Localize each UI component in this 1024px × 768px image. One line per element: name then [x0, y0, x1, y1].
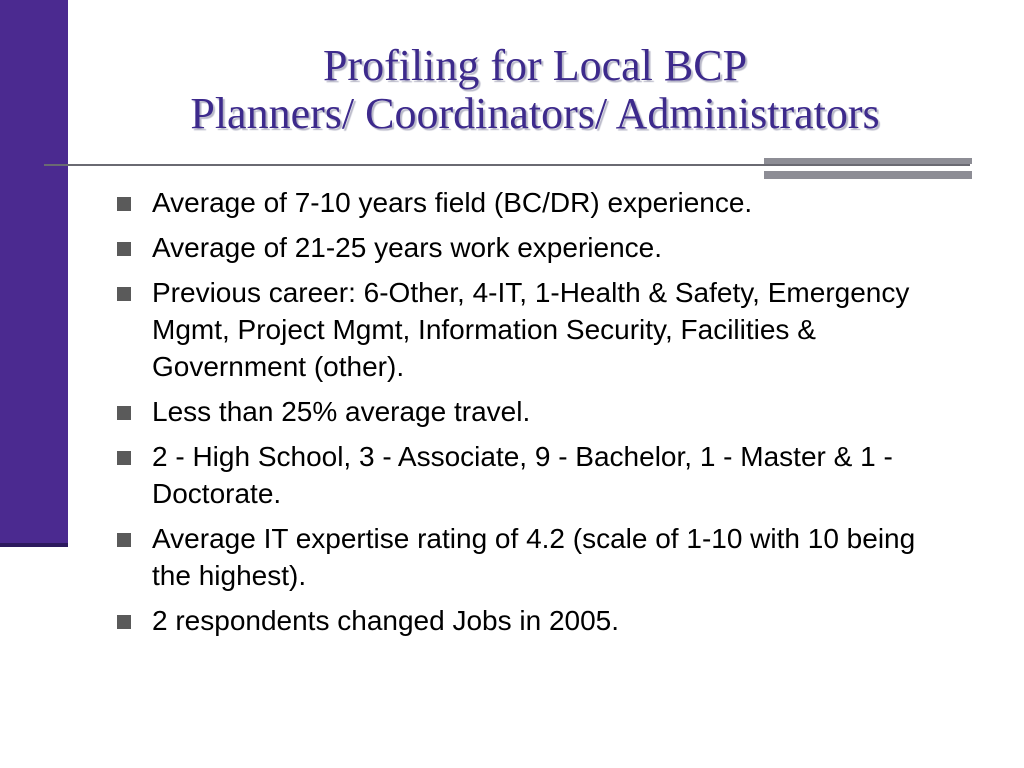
slide-title	[70, 42, 1000, 138]
square-bullet-icon	[117, 451, 131, 465]
square-bullet-icon	[117, 406, 131, 420]
bullet-text: Average of 7-10 years field (BC/DR) experience.	[152, 187, 753, 218]
bullet-item	[117, 520, 957, 594]
bullet-text: 2 respondents changed Jobs in 2005.	[152, 605, 620, 636]
bullet-item	[117, 393, 957, 430]
bullet-text: Average of 21-25 years work experience.	[152, 232, 662, 263]
left-accent-bar	[0, 0, 68, 545]
bullet-item	[117, 602, 957, 639]
bullet-text: 2 - High School, 3 - Associate, 9 - Bachelor, 1 - Master & 1 - Doctorate.	[152, 441, 893, 509]
square-bullet-icon	[117, 287, 131, 301]
title-divider-accent-bottom	[764, 171, 972, 179]
slide-title-line-1: Profiling for Local BCP	[322, 41, 748, 90]
title-divider	[44, 164, 970, 166]
square-bullet-icon	[117, 197, 131, 211]
slide-title-line-2: Planners/ Coordinators/ Administrators	[190, 89, 880, 138]
bullet-text: Less than 25% average travel.	[152, 396, 531, 427]
bullet-list	[117, 184, 957, 647]
bullet-item	[117, 184, 957, 221]
square-bullet-icon	[117, 242, 131, 256]
bullet-item	[117, 274, 957, 385]
left-accent-bar-base	[0, 543, 68, 547]
bullet-text: Average IT expertise rating of 4.2 (scale of 1-10 with 10 being the highest).	[152, 523, 916, 591]
bullet-text: Previous career: 6-Other, 4-IT, 1-Health & Safety, Emergency Mgmt, Project Mgmt, Information Security, Facilities & Government (other).	[152, 277, 910, 382]
square-bullet-icon	[117, 533, 131, 547]
bullet-item	[117, 229, 957, 266]
square-bullet-icon	[117, 615, 131, 629]
bullet-item	[117, 438, 957, 512]
